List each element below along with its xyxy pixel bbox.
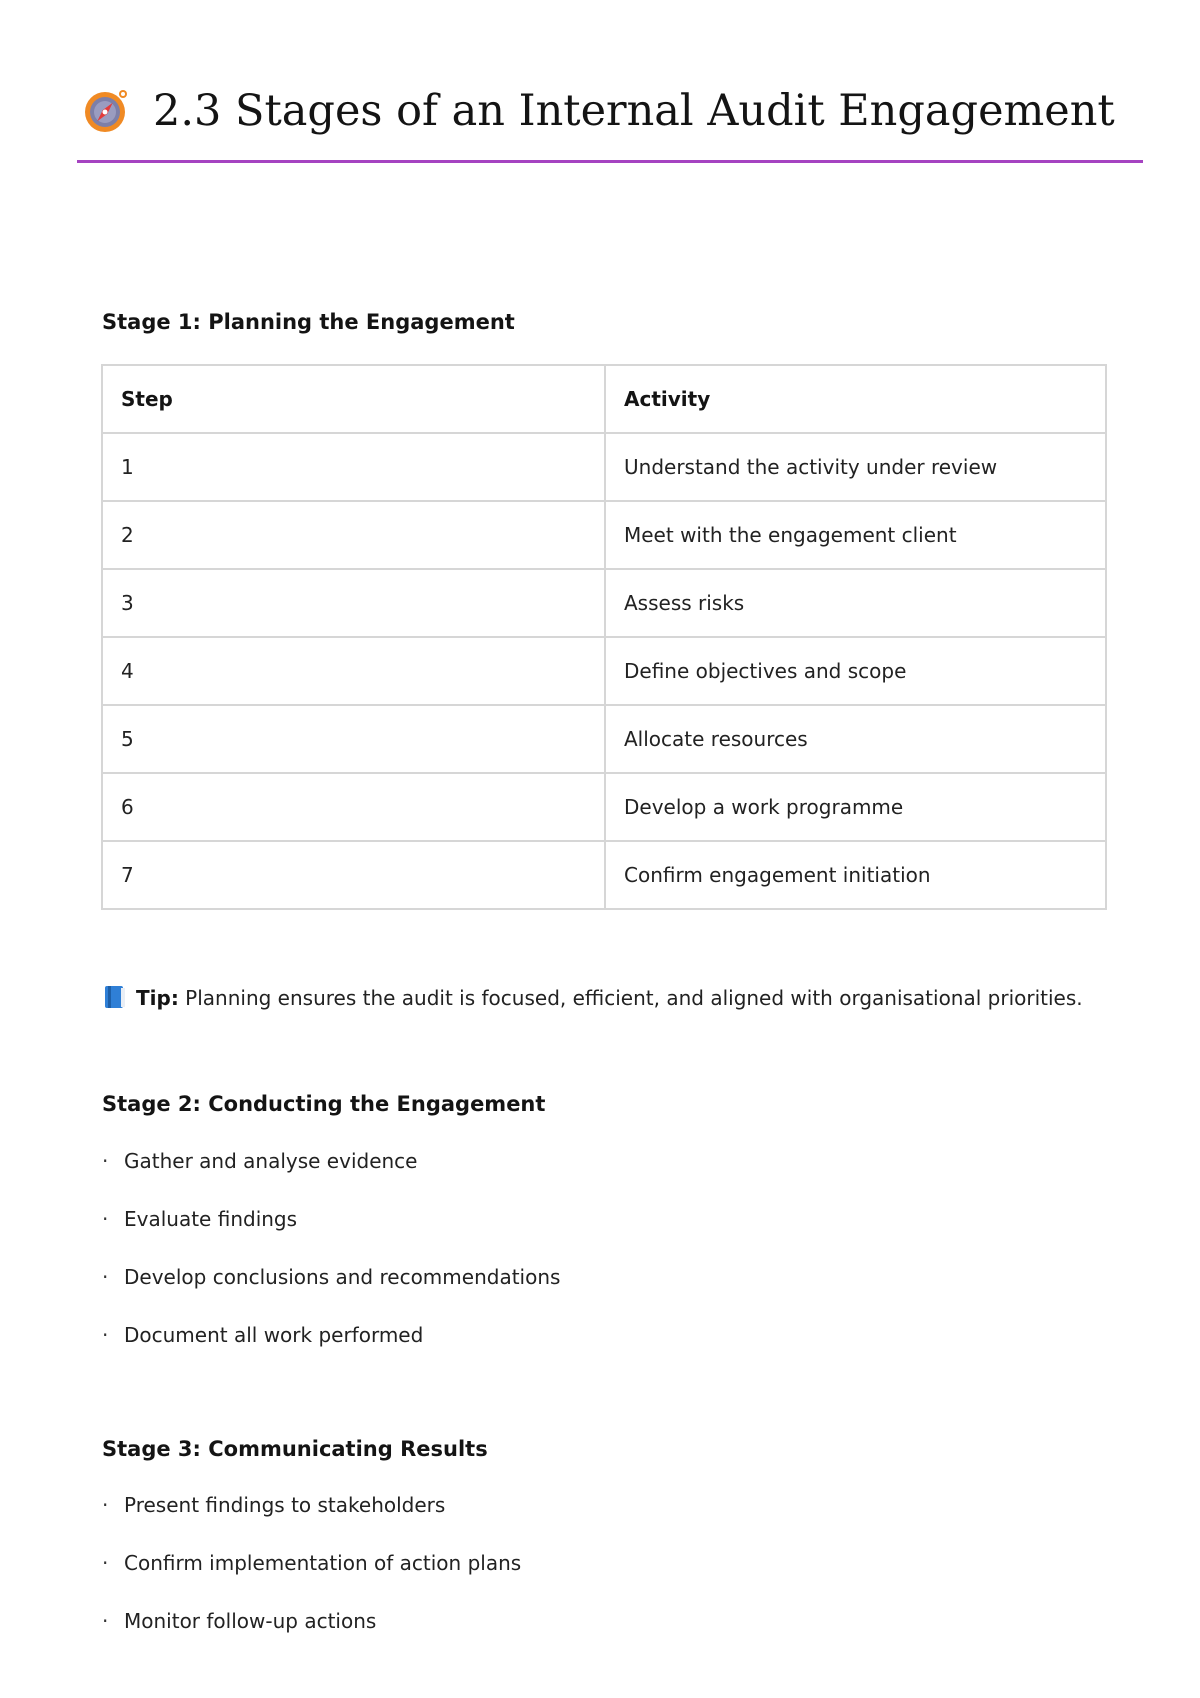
list-item	[102, 1320, 560, 1378]
step-number: 5	[102, 705, 605, 773]
step-activity: Assess risks	[605, 569, 1106, 637]
table-row	[102, 501, 1106, 569]
tip-label: Tip:	[136, 986, 179, 1010]
planning-steps-table	[101, 364, 1107, 910]
list-item	[102, 1490, 521, 1548]
bullet-marker: ·	[102, 1265, 109, 1289]
step-number: 6	[102, 773, 605, 841]
stage-2-heading: Stage 2: Conducting the Engagement	[102, 1092, 546, 1116]
stage-1-heading: Stage 1: Planning the Engagement	[102, 310, 515, 334]
list-item	[102, 1146, 560, 1204]
table-row	[102, 773, 1106, 841]
bullet-marker: ·	[102, 1551, 109, 1575]
step-number: 3	[102, 569, 605, 637]
step-number: 4	[102, 637, 605, 705]
step-activity: Understand the activity under review	[605, 433, 1106, 501]
tip-text: Planning ensures the audit is focused, efficient, and aligned with organisational priorities.	[185, 986, 1083, 1010]
table-row	[102, 637, 1106, 705]
column-header-activity: Activity	[605, 365, 1106, 433]
stage-2-list	[102, 1146, 560, 1378]
step-number: 1	[102, 433, 605, 501]
compass-icon	[83, 88, 129, 134]
blue-book-icon	[104, 985, 126, 1009]
stage-3-list	[102, 1490, 521, 1664]
bullet-marker: ·	[102, 1493, 109, 1517]
bullet-marker: ·	[102, 1609, 109, 1633]
step-number: 2	[102, 501, 605, 569]
bullet-marker: ·	[102, 1149, 109, 1173]
step-activity: Allocate resources	[605, 705, 1106, 773]
list-item-text: Confirm implementation of action plans	[124, 1551, 522, 1575]
step-activity: Develop a work programme	[605, 773, 1106, 841]
page-header	[77, 78, 1143, 163]
bullet-marker: ·	[102, 1323, 109, 1347]
list-item	[102, 1262, 560, 1320]
table-row	[102, 705, 1106, 773]
table-row	[102, 841, 1106, 909]
step-activity: Confirm engagement initiation	[605, 841, 1106, 909]
step-activity: Define objectives and scope	[605, 637, 1106, 705]
bullet-marker: ·	[102, 1207, 109, 1231]
table-header-row	[102, 365, 1106, 433]
stage-3-heading: Stage 3: Communicating Results	[102, 1437, 488, 1461]
planning-tip	[104, 983, 1083, 1013]
step-number: 7	[102, 841, 605, 909]
list-item-text: Develop conclusions and recommendations	[124, 1265, 561, 1289]
column-header-step: Step	[102, 365, 605, 433]
page-title: 2.3 Stages of an Internal Audit Engagement	[153, 86, 1115, 136]
list-item-text: Document all work performed	[124, 1323, 424, 1347]
list-item	[102, 1204, 560, 1262]
list-item-text: Present findings to stakeholders	[124, 1493, 446, 1517]
list-item	[102, 1548, 521, 1606]
list-item-text: Evaluate findings	[124, 1207, 298, 1231]
list-item-text: Monitor follow-up actions	[124, 1609, 377, 1633]
table-row	[102, 433, 1106, 501]
table-row	[102, 569, 1106, 637]
list-item-text: Gather and analyse evidence	[124, 1149, 418, 1173]
list-item	[102, 1606, 521, 1664]
step-activity: Meet with the engagement client	[605, 501, 1106, 569]
